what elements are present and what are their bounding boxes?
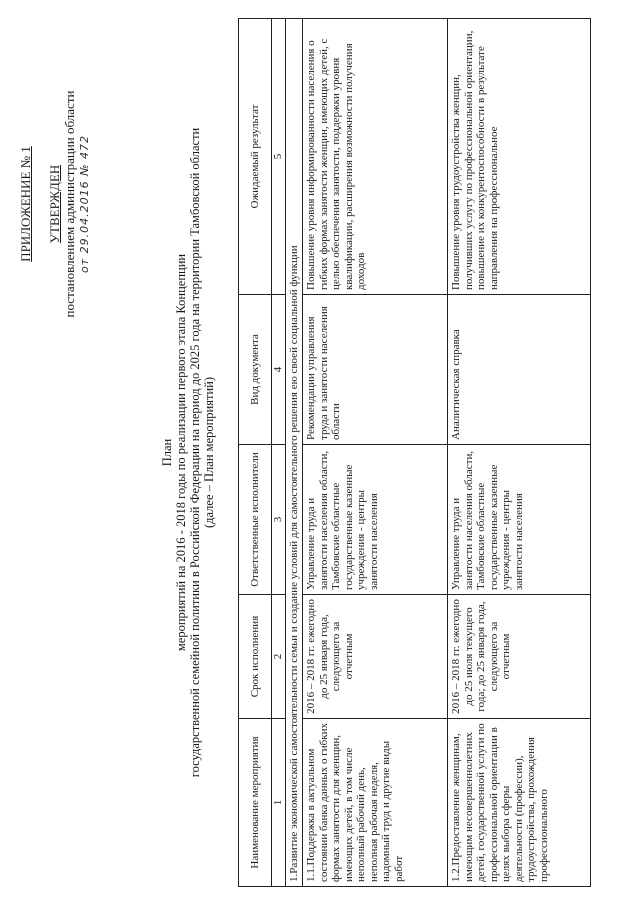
col-number: 2	[272, 595, 286, 719]
cell-term: 2016 – 2018 гг. ежегодно до 25 января года, следующего за отчетным	[303, 595, 448, 719]
appendix-number: ПРИЛОЖЕНИЕ № 1	[18, 146, 33, 262]
section-title: 1.Развитие экономической самостоятельности семьи и создание условий для самостоятельного решения ею своей социальной функции	[285, 19, 303, 887]
col-header-term: Срок исполнения	[239, 595, 272, 719]
handwritten-date-signature: от 29.04.2016 № 472	[78, 134, 91, 274]
col-number: 4	[272, 295, 286, 445]
approval-header	[18, 24, 92, 384]
title-line-3: государственной семейной политики в Российской Федерации на период до 2025 года на территории Тамбовской области	[188, 127, 202, 778]
approved-by: постановлением администрации области	[62, 90, 77, 318]
section-row	[285, 19, 303, 887]
cell-doc: Аналитическая справка	[448, 295, 591, 445]
col-header-doc: Вид документа	[239, 295, 272, 445]
plan-table	[238, 18, 591, 887]
document-title	[160, 60, 216, 845]
title-line-plan: План	[160, 438, 174, 467]
col-number: 1	[272, 719, 286, 887]
col-number: 5	[272, 19, 286, 295]
cell-term: 2016 – 2018 гг. ежегодно до 25 июля текущего года; до 25 января года, следующего за отчетным	[448, 595, 591, 719]
col-header-result: Ожидаемый результат	[239, 19, 272, 295]
table-row	[448, 19, 591, 887]
cell-name: 1.1.Поддержка в актуальном состоянии банка данных о гибких формах занятости для женщин, имеющих детей, в том числе неполный рабочий день, неполная рабочая неделя, надомный труд и другие виды работ	[303, 719, 448, 887]
cell-executors: Управление труда и занятости населения области, Тамбовские областные государственные казенные учреждения - центры занятости населения	[448, 445, 591, 595]
col-header-executors: Ответственные исполнители	[239, 445, 272, 595]
title-line-4: (далее – План мероприятий)	[202, 377, 216, 528]
column-number-row	[272, 19, 286, 887]
col-header-name: Наименование мероприятия	[239, 719, 272, 887]
cell-result: Повышение уровня информированности населения о гибких формах занятости женщин, имеющих детей, с целью обеспечения занятости, поддержки уровня квалификации, расширения возможности получения доходов	[303, 19, 448, 295]
cell-result: Повышение уровня трудоустройства женщин, получивших услугу по профессиональной ориентации, повышение их конкурентоспособности в результате направления на профессиональное	[448, 19, 591, 295]
cell-executors: Управление труда и занятости населения области, Тамбовские областные государственные казенные учреждения - центры занятости населения	[303, 445, 448, 595]
cell-name: 1.2.Предоставление женщинам, имеющим несовершеннолетних детей, государственной услуги по профессиональной ориентации в целях выбора сферы деятельности (профессии), трудоустройства, прохождения профессионального	[448, 719, 591, 887]
col-number: 3	[272, 445, 286, 595]
title-line-2: мероприятий на 2016 - 2018 годы по реализации первого этапа Концепции	[174, 253, 188, 652]
table-header-row	[239, 19, 272, 887]
cell-doc: Рекомендации управления труда и занятости населения области	[303, 295, 448, 445]
approved-label: УТВЕРЖДЕН	[47, 164, 62, 244]
table-row	[303, 19, 448, 887]
